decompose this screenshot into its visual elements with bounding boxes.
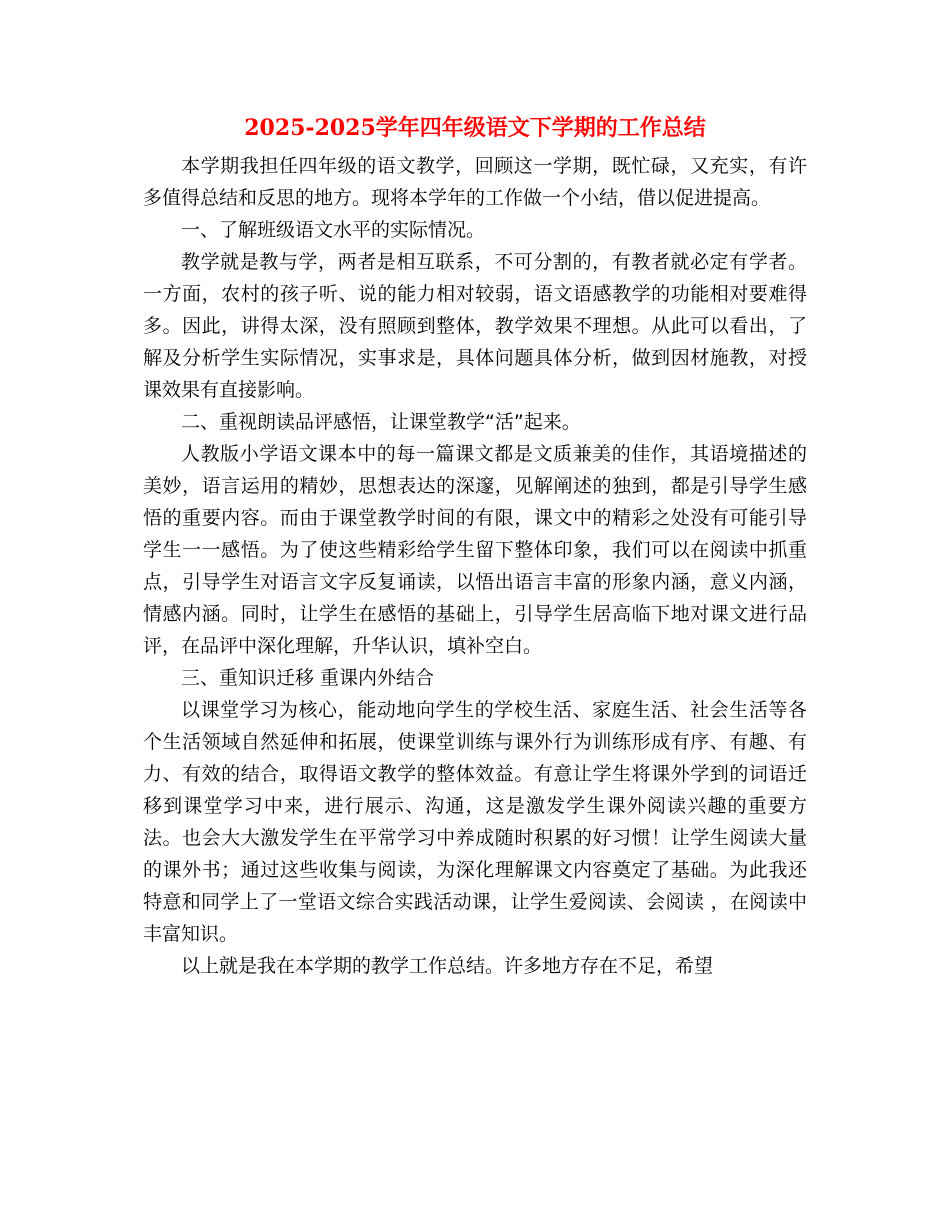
section-heading-1: 一、了解班级语文水平的实际情况。 [181,219,486,241]
intro-paragraph: 本学期我担任四年级的语文教学，回顾这一学期，既忙碌，又充实，有许多值得总结和反思的地方。现将本学年的工作做一个小结，借以促进提高。 [143,155,807,209]
section-heading-3: 三、重知识迁移 重课内外结合 [181,667,435,689]
section-3-paragraph: 以课堂学习为核心，能动地向学生的学校生活、家庭生活、社会生活等各个生活领域自然延伸和拓展，使课堂训练与课外行为训练形成有序、有趣、有力、有效的结合，取得语文教学的整体效益。有意让学生将课外学到的词语迁移到课堂学习中来，进行展示、沟通，这是激发学生课外阅读兴趣的重要方法。也会大大激发学生在平常学习中养成随时积累的好习惯！让学生阅读大量的课外书；通过这些收集与阅读，为深化理解课文内容奠定了基础。为此我还特意和同学上了一堂语文综合实践活动课，让学生爱阅读、会阅读 ，在阅读中丰富知识。 [143,699,807,945]
closing-paragraph: 以上就是我在本学期的教学工作总结。许多地方存在不足，希望 [181,955,714,977]
section-heading-2: 二、重视朗读品评感悟，让课堂教学“活”起来。 [181,411,581,433]
document-title: 2025-2025学年四年级语文下学期的工作总结 [244,115,706,141]
section-1-paragraph: 教学就是教与学，两者是相互联系，不可分割的，有教者就必定有学者。一方面，农村的孩子听、说的能力相对较弱，语文语感教学的功能相对要难得多。因此，讲得太深，没有照顾到整体，教学效果不理想。从此可以看出，了解及分析学生实际情况，实事求是，具体问题具体分析，做到因材施教，对授课效果有直接影响。 [143,251,807,401]
document-body [143,150,807,982]
section-2-paragraph: 人教版小学语文课本中的每一篇课文都是文质兼美的佳作，其语境描述的美妙，语言运用的精妙，思想表达的深邃，见解阐述的独到，都是引导学生感悟的重要内容。而由于课堂教学时间的有限，课文中的精彩之处没有可能引导学生一一感悟。为了使这些精彩给学生留下整体印象，我们可以在阅读中抓重点，引导学生对语言文字反复诵读，以悟出语言丰富的形象内涵，意义内涵，情感内涵。同时，让学生在感悟的基础上，引导学生居高临下地对课文进行品评，在品评中深化理解，升华认识，填补空白。 [143,443,807,657]
